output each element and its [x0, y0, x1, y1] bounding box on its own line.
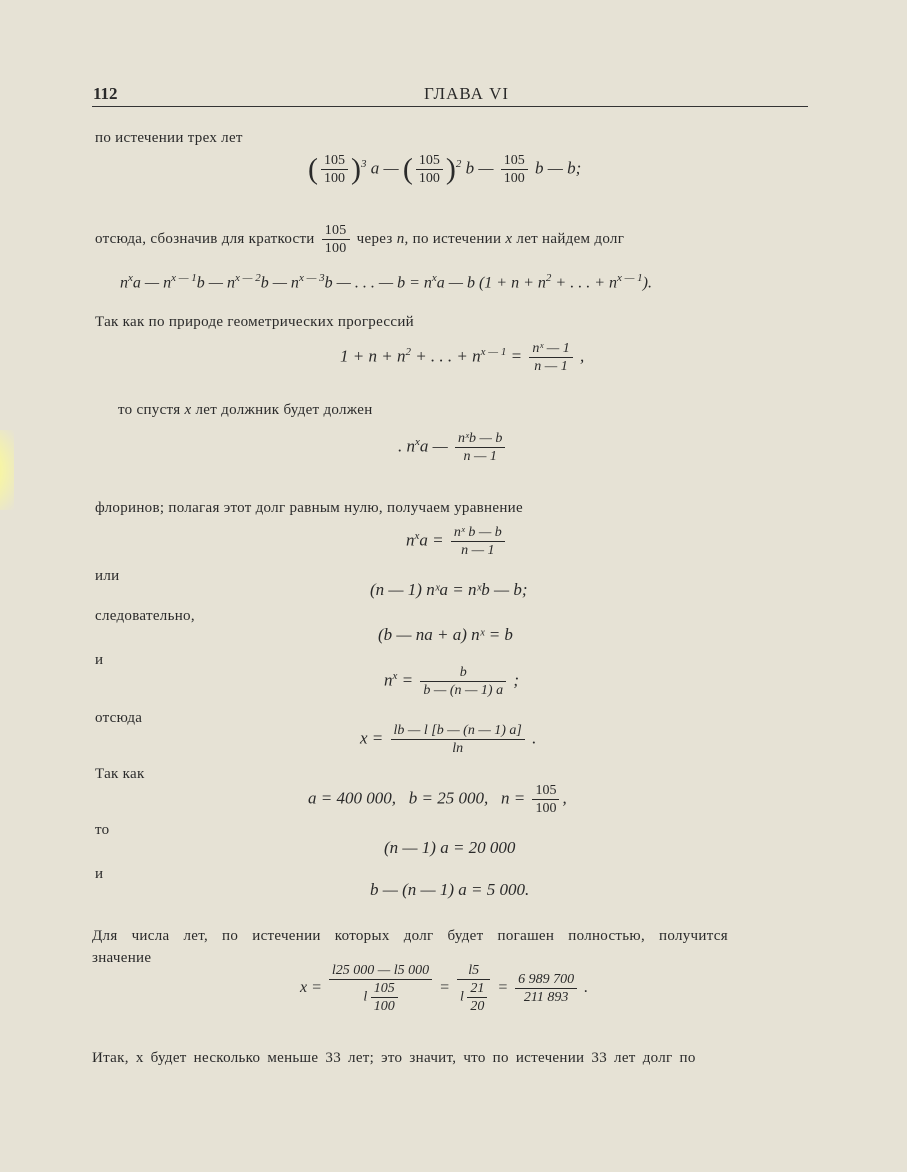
equation-nx: $n^x$ = $\frac{b}{b — (n — 1) a}$ ; — [384, 665, 520, 698]
text-line: Итак, x будет несколько меньше 33 лет; это значит, что по истечении 33 лет долг по — [92, 1050, 696, 1066]
text-line: отсюда, сбозначив для краткости $\frac{105}{100}$ через n, по истечении x лет найдем долг — [95, 223, 625, 256]
equation-three-years: ( $\frac{105}{100}$ )$^3$ a — ( $\frac{105}{100}$ )$^2$ b — $\frac{105}{100}$ b — b; — [308, 152, 582, 186]
text-line: по истечении трех лет — [95, 130, 243, 146]
text-line: флоринов; полагая этот долг равным нулю, получаем уравнение — [95, 500, 523, 516]
paper-stain — [0, 430, 14, 510]
equation-x: x = $\frac{lb — l [b — (n — 1) a]}{\ln}$ . — [360, 723, 537, 756]
text-line: следовательно, — [95, 608, 195, 624]
text-line: значение — [92, 950, 152, 966]
text-line: отсюда — [95, 710, 143, 726]
equation-then: (n — 1) a = 20 000 — [384, 838, 516, 857]
equation-debt-sum: $n^xa$ — $n^{x — 1}b$ — $n^{x — 2}b$ — $n^{x — 3}b$ — . . . — $b = n^xa$ — b ($1 + n + n^2$ + . . . + $n^{x — 1}$). — [120, 272, 652, 292]
text-line: Так как по природе геометрических прогрессий — [95, 314, 415, 330]
text-line: Так как — [95, 766, 145, 782]
equation-geometric: $1 + n + n^2$ + . . . + $n^{x — 1}$ = $\frac{\text{nˣ — 1}}{n — 1}$ , — [340, 341, 585, 374]
chapter-title: ГЛАВА VI — [424, 84, 510, 103]
equation-hence: (b — na + a) nˣ = b — [378, 625, 513, 644]
header-rule — [92, 106, 808, 107]
text-line: то — [95, 822, 110, 838]
text-line: или — [95, 568, 120, 584]
equation-owed: . $n^xa$ — $\frac{\text{nˣb — b}}{n — 1}$ — [398, 430, 508, 465]
text-line: и — [95, 866, 104, 882]
equation-final: x = l25 000 — l5 000 l $\frac{105}{100}$ = l5 l $\frac{21}{20}$ = $\frac{6 989 700}{211 893}$ . — [300, 963, 589, 1014]
equation-or: (n — 1) nˣa = nˣb — b; — [370, 580, 528, 599]
equation-given: a = 400 000, b = 25 000, n = $\frac{105}{100}$ , — [308, 783, 567, 816]
equation-and: b — (n — 1) a = 5 000. — [370, 880, 530, 899]
page-number: 112 — [93, 84, 118, 103]
text-line: Для числа лет, по истечении которых долг будет погашен полностью, получится — [92, 928, 728, 944]
text-line: то спустя x лет должник будет должен — [118, 402, 373, 418]
text-line: и — [95, 652, 104, 668]
equation-zero-debt: $n^xa$ = $\frac{\text{nˣ b — b}}{n — 1}$ — [406, 524, 508, 559]
